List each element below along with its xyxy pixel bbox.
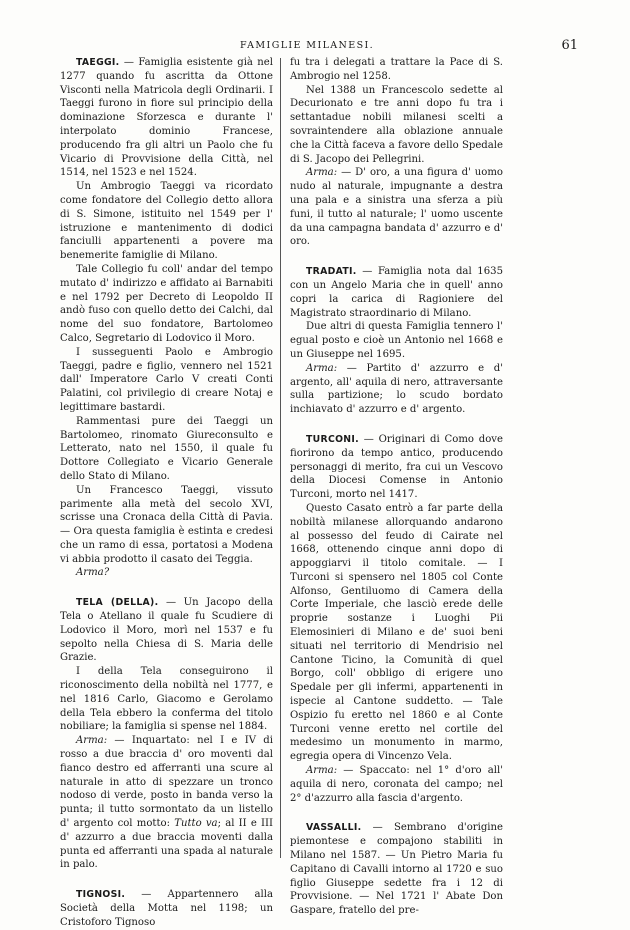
paragraph: Un Ambrogio Taeggi va ricordato come fondatore del Collegio detto allora di S. Simone, istituito nel 1549 per l' istruzione e mantenimento di dodici fanciulli appartenenti a povere ma benemerite famiglie di Milano.	[60, 181, 273, 262]
entry-taeggi	[60, 56, 273, 180]
paragraph: — Originari di Como dove fiorirono da tempo antico, producendo personaggi di merito, fra cui un Vescovo della Diocesi Comense in Antonio Turconi, morto nel 1417.	[290, 433, 503, 501]
paragraph: Nel 1388 un Francescolo sedette al Decurionato e tre anni dopo fu tra i settantadue nobili milanesi scelti a sovraintendere alla oblazione annuale che la Città faceva a favore dello Spedale di S. Jacopo dei Pellegrini.	[290, 84, 503, 165]
arma-text: — Partito d' azzurro e d' argento, all' aquila di nero, attraversante sulla partizione; lo scudo bordato inchiavato d' azzurro e d' argento.	[290, 362, 503, 416]
paragraph: Due altri di questa Famiglia tennero l' egual posto e cioè un Antonio nel 1668 e un Giuseppe nel 1695.	[290, 321, 503, 360]
paragraph: — Appartennero alla Società della Motta nel 1198; un Cristoforo Tignoso	[60, 889, 273, 928]
header-title: FAMIGLIE MILANESI.	[240, 40, 375, 51]
entry-tignosi	[60, 888, 273, 929]
arma-label: Arma:	[306, 765, 338, 777]
arma-text: — Inquartato: nel I e IV di rosso a due braccia d' oro moventi dal fianco destro ed afferranti una scure al naturale in atto di spezzare un tronco nodoso di verde, posto in banda verso la punta; il tutto sormontato da un listello d' argento col motto:	[60, 735, 273, 830]
surname-turconi: TURCONI.	[306, 433, 359, 445]
paragraph: Un Francesco Taeggi, vissuto parimente alla metà del secolo XVI, scrisse una Cronaca della Città di Pavia. — Ora questa famiglia è estinta e credesi che un ramo di essa, portatosi a Modena vi abbia prodotto il casato dei Teggia.	[60, 484, 273, 565]
paragraph: Rammentasi pure dei Taeggi un Bartolomeo, rinomato Giureconsulto e Letterato, nato nel 1550, il quale fu Dottore Collegiato e Vicario Generale dello Stato di Milano.	[60, 415, 273, 482]
entry-tradati	[290, 265, 503, 320]
arma-text: — Spaccato: nel 1° d'oro all' aquila di nero, coronata del campo; nel 2° d'azzurro alla fascia d'argento.	[290, 765, 503, 804]
arma-label: Arma?	[76, 567, 110, 579]
paragraph: — Un Jacopo della Tela o Atellano il quale fu Scudiere di Lodovico il Moro, morì nel 1537 e fu sepolto nella Chiesa di S. Maria delle Grazie.	[60, 597, 273, 664]
left-column	[60, 56, 273, 930]
page-number: 61	[561, 38, 578, 53]
arma-label: Arma:	[306, 167, 338, 179]
surname-vassalli: VASSALLI.	[306, 822, 362, 834]
paragraph: — Famiglia nota dal 1635 con un Angelo Maria che in quell' anno copri la carica di Ragioniere del Magistrato straordinario di Milano.	[290, 266, 503, 319]
arma-text: ; al II e III d' azzurro a due braccia moventi dalla punta ed afferranti una spada al naturale in palo.	[60, 818, 273, 871]
entry-tela	[60, 596, 273, 665]
paragraph: Tale Collegio fu coll' andar del tempo mutato d' indirizzo e affidato ai Barnabiti e nel 1792 per Decreto di Leopoldo II andò fuso con quello detto dei Calchi, dal nome del suo fondatore, Bartolomeo Calco, Segretario di Lodovico il Moro.	[60, 263, 273, 344]
entry-turconi	[290, 433, 503, 502]
paragraph: — Famiglia esistente già nel 1277 quando fu ascritta da Ottone Visconti nella Matricola degli Ordinarii. I Taeggi furono in fiore sul principio della dominazione Sforzesca e durante l' interpolato dominio Francese, producendo fra gli altri un Paolo che fu Vicario di Provvisione della Città, nel 1514, nel 1523 e nel 1524.	[60, 57, 273, 179]
entry-vassalli	[290, 821, 503, 918]
surname-tignosi: TIGNOSI.	[76, 889, 126, 901]
surname-tradati: TRADATI.	[306, 266, 357, 278]
motto: Tutto va	[174, 818, 218, 830]
arma-line	[290, 166, 503, 249]
column-divider	[280, 58, 281, 858]
arma-line	[290, 764, 503, 805]
paragraph: I susseguenti Paolo e Ambrogio Taeggi, padre e figlio, vennero nel 1521 dall' Imperatore Carlo V creati Conti Palatini, col privilegio di creare Notaj e legittimare bastardi.	[60, 346, 273, 413]
paragraph: I della Tela conseguirono il riconoscimento della nobiltà nel 1777, e nel 1816 Carlo, Giacomo e Gerolamo della Tela ebbero la conferma del titolo nobiliare; la famiglia si spense nel 1884.	[60, 666, 273, 733]
arma-label: Arma:	[76, 735, 108, 747]
paragraph: Questo Casato entrò a far parte della nobiltà milanese allorquando andarono al possesso del feudo di Cairate nel 1668, ottenendo cinque anni dopo di appoggiarvi il titolo comitale. — I Turconi si spensero nel 1805 col Conte Alfonso, Gentiluomo di Camera della Corte Imperiale, che lasciò erede delle proprie sostanze i Luoghi Pii Elemosinieri di Milano e de' suoi beni situati nel territorio di Mendrisio nel Cantone Ticino, la Comunità di quel Borgo, coll' obbligo di erigere uno Spedale per gli infermi, appartenenti in ispecie al Cantone suddetto. — Tale Ospizio fu eretto nel 1860 e al Conte Turconi venne eretto nel cortile del medesimo un monumento in marmo, egregia opera di Vincenzo Vela.	[290, 502, 503, 763]
arma-label: Arma:	[306, 362, 338, 374]
surname-tela: TELA (DELLA).	[76, 597, 159, 609]
arma-line	[60, 734, 273, 872]
running-header	[60, 38, 590, 58]
arma-line	[60, 566, 273, 580]
paragraph: — Sembrano d'origine piemontese e compajono stabiliti in Milano nel 1587. — Un Pietro Maria fu Capitano di Cavalli intorno al 1720 e suo figlio Giuseppe sedette fra i 12 di Provvisione. — Nel 1721 l' Abate Don Gaspare, fratello del pre-	[290, 822, 503, 917]
arma-text: — D' oro, a una figura d' uomo nudo al naturale, impugnante a destra una pala e a sinistra una sferza a più funi, il tutto al naturale; l' uomo uscente da una campagna bandata d' azzurro e d' oro.	[290, 167, 503, 248]
right-column	[290, 56, 503, 918]
paragraph: fu tra i delegati a trattare la Pace di S. Ambrogio nel 1258.	[290, 57, 503, 82]
surname-taeggi: TAEGGI.	[76, 57, 120, 68]
arma-line	[290, 362, 503, 417]
